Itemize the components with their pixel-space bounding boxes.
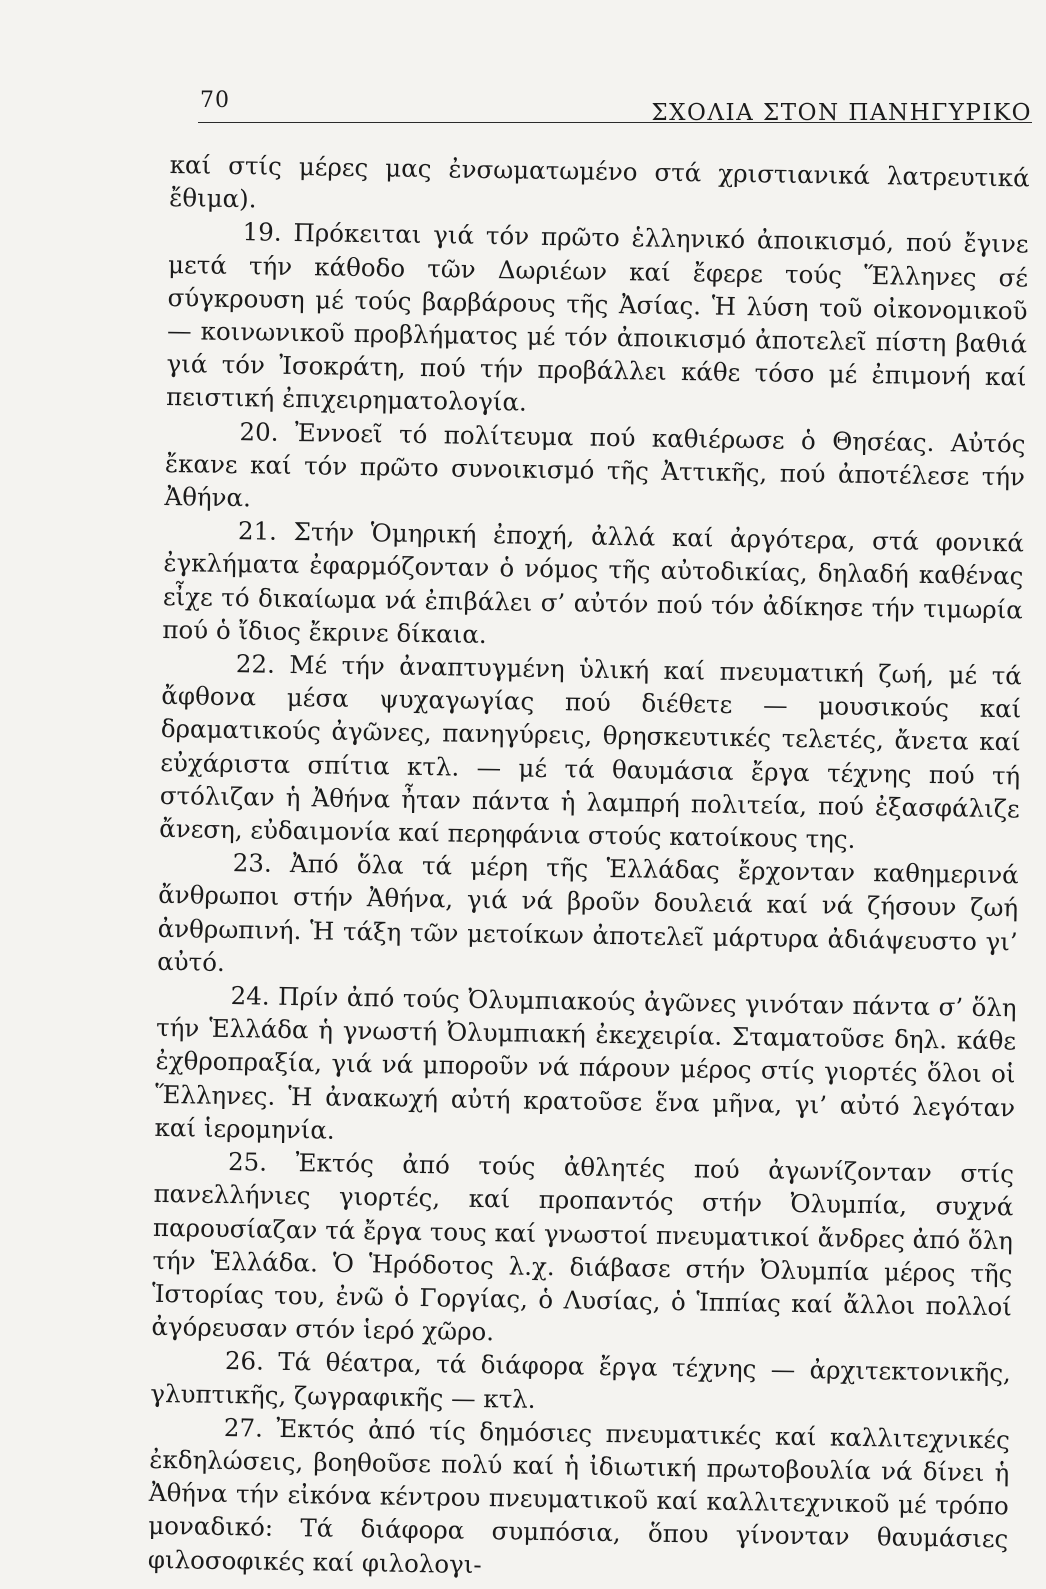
note-24 <box>154 978 1017 1158</box>
note-20 <box>164 414 1025 527</box>
header-rule <box>198 122 1032 123</box>
note-number: 26. <box>224 1346 265 1376</box>
note-text: Στήν Ὁμηρική ἐποχή, ἀλλά καί ἀργότερα, στά φονικά ἐγκλήματα ἐφαρμόζονταν ὁ νόμος τῆς αὐτοδικίας, δηλαδή καθένας εἶχε τό δικαίωμα νά ἐπιβάλει σ’ αὐτόν πού τόν ἀδίκησε τήν τιμωρία πού ὁ ἴδιος ἔκρινε δίκαια. <box>162 517 1025 649</box>
note-number: 24. <box>230 981 270 1011</box>
note-25 <box>151 1144 1014 1357</box>
note-number: 27. <box>223 1412 264 1443</box>
note-text: Ἐκτός ἀπό τούς ἀθλητές πού ἀγωνίζονταν στίς πανελλήνιες γιορτές, καί προπαντός στήν Ὀλυμπία, συχνά παρουσίαζαν τά ἔργα τους καί γνωστοί πνευματικοί ἄνδρες ἀπό ὅλη τήν Ἑλλάδα. Ὁ Ἡρόδοτος λ.χ. διάβασε στήν Ὀλυμπία μέρος τῆς Ἱστορίας του, ἐνῶ ὁ Γοργίας, ὁ Λυσίας, ὁ Ἱππίας καί ἄλλοι πολλοί ἀγόρευσαν στόν ἱερό χῶρο. <box>151 1148 1015 1347</box>
note-19 <box>166 214 1029 427</box>
note-text: Ἐννοεῖ τό πολίτευμα πού καθιέρωσε ὁ Θησέας. Αὐτός ἔκανε καί τόν πρῶτο συνοικισμό τῆς Ἀττικῆς, πού ἀποτέλεσε τήν Ἀθήνα. <box>164 417 1026 513</box>
notes-body <box>148 148 1030 1589</box>
note-number: 25. <box>227 1147 268 1177</box>
note-text: Τά θέατρα, τά διάφορα ἔργα τέχνης — ἀρχιτεκτονικῆς, γλυπτικῆς, ζωγραφικῆς — κτλ. <box>150 1347 1012 1414</box>
note-number: 23. <box>232 848 272 878</box>
note-27 <box>148 1410 1011 1589</box>
running-head: ΣΧΟΛΙΑ ΣΤΟΝ ΠΑΝΗΓΥΡΙΚΟ <box>651 100 1032 126</box>
note-number: 19. <box>242 217 282 248</box>
note-23 <box>157 845 1019 991</box>
note-text: Πρίν ἀπό τούς Ὀλυμπιακούς ἀγῶνες γινόταν πάντα σ’ ὅλη τήν Ἑλλάδα ἡ γνωστή Ὀλυμπιακή ἐκεχειρία. Σταματοῦσε δηλ. κάθε ἐχθροπραξία, γιά νά μποροῦν νά πάρουν μέρος στίς γιορτές ὅλοι οἱ Ἕλληνες. Ἡ ἀνακωχή αὐτή κρατοῦσε ἕνα μῆνα, γι’ αὐτό λεγόταν καί ἱερομηνία. <box>154 981 1017 1145</box>
note-21 <box>162 513 1024 659</box>
note-number: 22. <box>235 649 276 679</box>
note-text: Ἐκτός ἀπό τίς δημόσιες πνευματικές καί καλλιτεχνικές ἐκδηλώσεις, βοηθοῦσε πολύ καί ἡ ἰδιωτική πρωτοβουλία νά δίνει ἡ Ἀθήνα τήν εἰκόνα κέντρου πνευματικοῦ καί καλλιτεχνικοῦ μέ τρόπο μοναδικό: Τά διάφορα συμπόσια, ὅπου γίνονταν θαυμάσιες φιλοσοφικές καί φιλολογι- <box>147 1413 1011 1579</box>
note-22 <box>159 646 1022 859</box>
note-text: Μέ τήν ἀναπτυγμένη ὑλική καί πνευματική ζωή, μέ τά ἄφθονα μέσα ψυχαγωγίας πού διέθετε — μουσικούς καί δραματικούς ἀγῶνες, πανηγύρεις, θρησκευτικές τελετές, ἄνετα καί εὐχάριστα σπίτια κτλ. — μέ τά θαυμάσια ἔργα τέχνης πού τή στόλιζαν ἡ Ἀθήνα ἦταν πάντα ἡ λαμπρή πολιτεία, πού ἐξασφάλιζε ἄνεση, εὐδαιμονία καί περηφάνια στούς κατοίκους της. <box>159 649 1023 854</box>
note-text: Ἀπό ὅλα τά μέρη τῆς Ἑλλάδας ἔρχονταν καθημερινά ἄνθρωποι στήν Ἀθήνα, γιά νά βροῦν δουλειά καί νά ζήσουν ζωή ἀνθρωπινή. Ἡ τάξη τῶν μετοίκων ἀποτελεῖ μάρτυρα ἀδιάψευστο γι’ αὐτό. <box>156 849 1019 977</box>
note-text: Πρόκειται γιά τόν πρῶτο ἑλληνικό ἀποικισμό, πού ἔγινε μετά τήν κάθοδο τῶν Δωριέων καί ἔφερε τούς Ἕλληνες σέ σύγκρουση μέ τούς βαρβάρους τῆς Ἀσίας. Ἡ λύση τοῦ οἰκονομικοῦ — κοινωνικοῦ προβλήματος μέ τόν ἀποικισμό ἀποτελεῖ πίστη βαθιά γιά τόν Ἰσοκράτη, πού τήν προβάλλει κάθε τόσο μέ ἐπιμονή καί πειστική ἐπιχειρηματολογία. <box>165 218 1029 418</box>
note-number: 20. <box>239 416 279 447</box>
note-number: 21. <box>237 516 278 546</box>
note-text: καί στίς μέρες μας ἐνσωματωμένο στά χριστιανικά λατρευτικά ἔθιμα). <box>168 149 1030 214</box>
page-number: 70 <box>200 88 230 113</box>
